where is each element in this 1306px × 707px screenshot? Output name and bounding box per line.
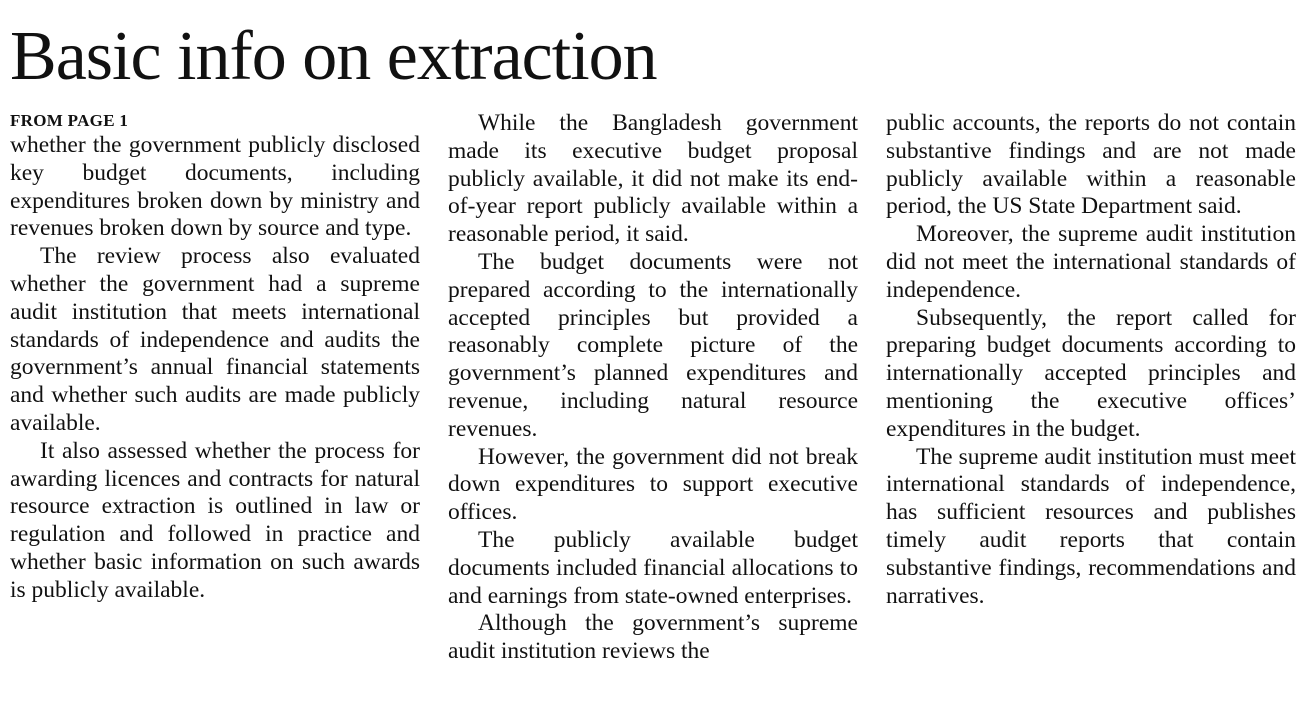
paragraph: It also assessed whether the process for awarding licences and contracts for natural resource extraction is outlined in law or regulation and followed in practice and whether basic information on such awards is publicly available.: [10, 437, 420, 603]
paragraph: Moreover, the supreme audit institution did not meet the international standards of independence.: [886, 221, 1296, 303]
continuation-kicker: FROM PAGE 1: [10, 111, 129, 130]
paragraph: The budget documents were not prepared according to the internationally accepted principles but provided a reasonably complete picture of the government’s planned expenditures and revenue, including natural resource revenues.: [448, 248, 858, 442]
article-column-1: [10, 110, 420, 605]
paragraph: The supreme audit institution must meet international standards of independence, has sufficient resources and publishes timely audit reports that contain substantive findings, recommendations and narratives.: [886, 443, 1296, 609]
paragraph: Subsequently, the report called for preparing budget documents according to internationally accepted principles and mentioning the executive offices’ expenditures in the budget.: [886, 304, 1296, 442]
paragraph: The publicly available budget documents included financial allocations to and earnings from state-owned enterprises.: [448, 526, 858, 609]
paragraph: The review process also evaluated whether the government had a supreme audit institution that meets international standards of independence and audits the government’s annual financial statements and whether such audits are made publicly available.: [10, 243, 420, 436]
paragraph: While the Bangladesh government made its executive budget proposal publicly available, it did not make its end-of-year report publicly available within a reasonable period, it said.: [448, 110, 858, 248]
paragraph: However, the government did not break down expenditures to support executive offices.: [448, 443, 858, 526]
paragraph: Although the government’s supreme audit institution reviews the: [448, 610, 858, 665]
paragraph: public accounts, the reports do not contain substantive findings and are not made publicly available within a reasonable period, the US State Department said.: [886, 110, 1296, 220]
headline: Basic info on extraction: [10, 18, 657, 95]
article-column-2: [448, 110, 858, 666]
article-column-3: [886, 110, 1296, 610]
paragraph: whether the government publicly disclosed key budget documents, including expenditures broken down by ministry and revenues broken down by source and type.: [10, 132, 420, 242]
